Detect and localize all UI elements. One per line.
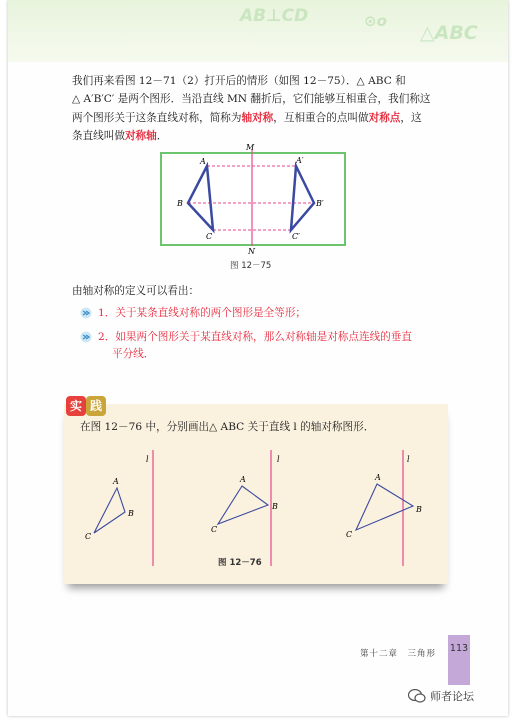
label-l: l xyxy=(277,455,280,464)
page-number: 113 xyxy=(449,643,469,654)
paragraph-line-4 xyxy=(72,127,462,145)
label-c: C xyxy=(206,232,213,241)
property-item-2 xyxy=(98,329,458,363)
properties-intro: 由轴对称的定义可以看出： xyxy=(72,285,200,297)
label-c: C xyxy=(211,525,218,534)
figure-12-75-caption: 图 12－75 xyxy=(230,261,272,271)
bullet-arrow-icon xyxy=(80,307,92,319)
label-a: A xyxy=(200,157,206,166)
label-a: A xyxy=(240,475,246,484)
property-item-2-line1: 2．如果两个图形关于某直线对称，那么对称轴是对称点连线的垂直 xyxy=(98,331,412,343)
chapter-footer: 第十二章 三角形 xyxy=(360,649,437,659)
practice-badge-jian: 践 xyxy=(86,396,106,416)
label-c: C xyxy=(346,530,353,539)
header-deco-triangle: △ABC xyxy=(420,22,478,44)
label-a-prime: A′ xyxy=(296,156,304,165)
term-symmetry-axis: 对称轴 xyxy=(124,129,157,142)
label-a: A xyxy=(375,473,381,482)
label-b: B xyxy=(128,509,134,518)
label-l: l xyxy=(407,455,410,464)
practice-instruction: 在图 12－76 中，分别画出△ ABC 关于直线 l 的轴对称图形． xyxy=(80,421,375,433)
wechat-logo-icon xyxy=(408,689,426,703)
figure-12-75-frame xyxy=(160,152,346,246)
property-item-1: 1．关于某条直线对称的两个图形是全等形； xyxy=(98,307,307,319)
practice-badge-shi: 实 xyxy=(66,396,86,416)
header-deco-circle: ⊙o xyxy=(364,12,387,30)
label-c-prime: C′ xyxy=(292,232,300,241)
label-n: N xyxy=(248,247,255,256)
property-item-2-line2: 平分线． xyxy=(112,348,155,360)
text: ，互相重合的点叫做 xyxy=(273,111,369,124)
label-c: C xyxy=(85,532,92,541)
label-b: B xyxy=(272,502,278,511)
term-symmetric-point: 对称点 xyxy=(368,111,401,124)
watermark-text: 师者论坛 xyxy=(430,690,474,703)
paragraph-line-1: 我们再来看图 12－71（2）打开后的情形（如图 12－75）．△ ABC 和 xyxy=(72,75,406,87)
text: ． xyxy=(156,129,168,142)
label-a: A xyxy=(113,477,119,486)
text: 条直线叫做 xyxy=(72,129,125,142)
bullet-arrow-icon xyxy=(80,331,92,343)
label-m: M xyxy=(246,143,255,152)
header-deco-perpendicular: AB⊥CD xyxy=(240,6,309,26)
label-b-prime: B′ xyxy=(316,199,324,208)
label-b: B xyxy=(416,505,422,514)
text: 两个图形关于这条直线对称，简称为 xyxy=(72,111,242,124)
page-number-tab xyxy=(448,635,470,685)
intro-paragraph xyxy=(72,72,462,145)
label-l: l xyxy=(146,455,149,464)
figure-12-76-caption: 图 12－76 xyxy=(218,558,262,568)
text: ，这 xyxy=(400,111,422,124)
paragraph-line-2: △ A′B′C′ 是两个图形．当沿直线 MN 翻折后，它们能够互相重合，我们称这 xyxy=(72,93,431,106)
label-b: B xyxy=(177,199,183,208)
term-axial-symmetry: 轴对称 xyxy=(241,111,274,124)
paragraph-line-3 xyxy=(72,109,462,127)
